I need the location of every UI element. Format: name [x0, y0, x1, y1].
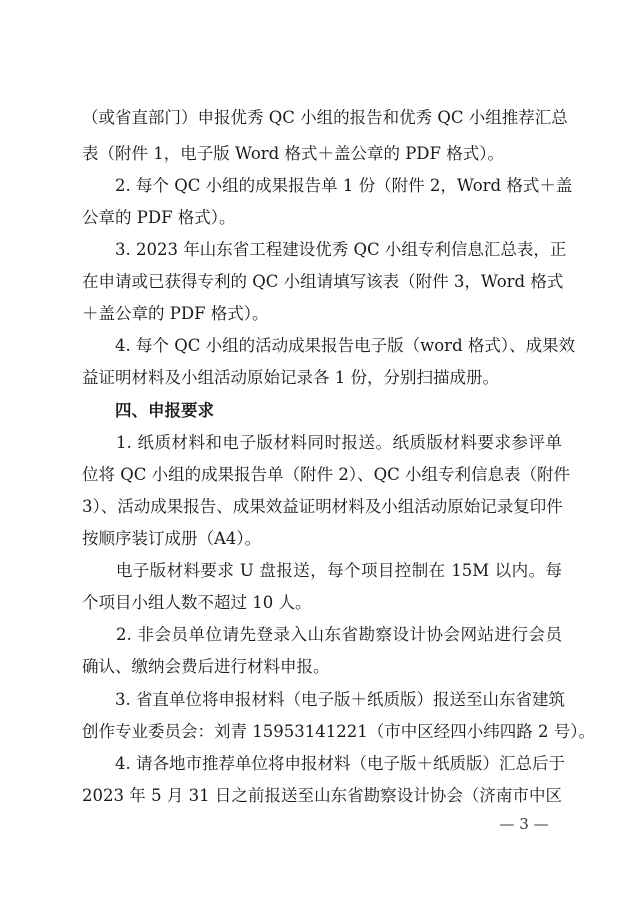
text-line: 4. 每个 QC 小组的活动成果报告电子版（word 格式）、成果效	[82, 336, 576, 355]
text-line: 表（附件 1，电子版 Word 格式＋盖公章的 PDF 格式）。	[82, 144, 504, 163]
text-line: 2023 年 5 月 31 日之前报送至山东省勘察设计协会（济南市中区	[82, 786, 562, 805]
text-line: 3. 省直单位将申报材料（电子版＋纸质版）报送至山东省建筑	[82, 690, 565, 709]
text-line: 公章的 PDF 格式）。	[82, 208, 236, 227]
text-line: ＋盖公章的 PDF 格式）。	[82, 304, 269, 323]
section-heading: 四、申报要求	[82, 401, 214, 420]
text-line: 位将 QC 小组的成果报告单（附件 2）、QC 小组专利信息表（附件	[82, 465, 571, 484]
text-line: 创作专业委员会：刘青 15953141221（市中区经四小纬四路 2 号）。	[82, 722, 595, 741]
text-line: 个项目小组人数不超过 10 人。	[82, 593, 312, 612]
text-line: 按顺序装订成册（A4）。	[82, 529, 262, 548]
text-line: 电子版材料要求 U 盘报送，每个项目控制在 15M 以内。每	[82, 561, 562, 580]
text-line: 1. 纸质材料和电子版材料同时报送。纸质版材料要求参评单	[82, 433, 562, 452]
text-line: （或省直部门）申报优秀 QC 小组的报告和优秀 QC 小组推荐汇总	[82, 108, 568, 127]
text-line: 在申请或已获得专利的 QC 小组请填写该表（附件 3，Word 格式	[82, 272, 564, 291]
text-line: 2. 非会员单位请先登录入山东省勘察设计协会网站进行会员	[82, 625, 562, 644]
text-line: 益证明材料及小组活动原始记录各 1 份，分别扫描成册。	[82, 368, 499, 387]
text-line: 4. 请各地市推荐单位将申报材料（电子版＋纸质版）汇总后于	[82, 754, 565, 773]
page-number: — 3 —	[499, 815, 549, 833]
text-line: 2. 每个 QC 小组的成果报告单 1 份（附件 2，Word 格式＋盖	[82, 176, 573, 195]
text-line: 3. 2023 年山东省工程建设优秀 QC 小组专利信息汇总表，正	[82, 240, 567, 259]
text-line: 确认、缴纳会费后进行材料申报。	[82, 657, 330, 676]
text-line: 3）、活动成果报告、成果效益证明材料及小组活动原始记录复印件	[82, 497, 563, 516]
